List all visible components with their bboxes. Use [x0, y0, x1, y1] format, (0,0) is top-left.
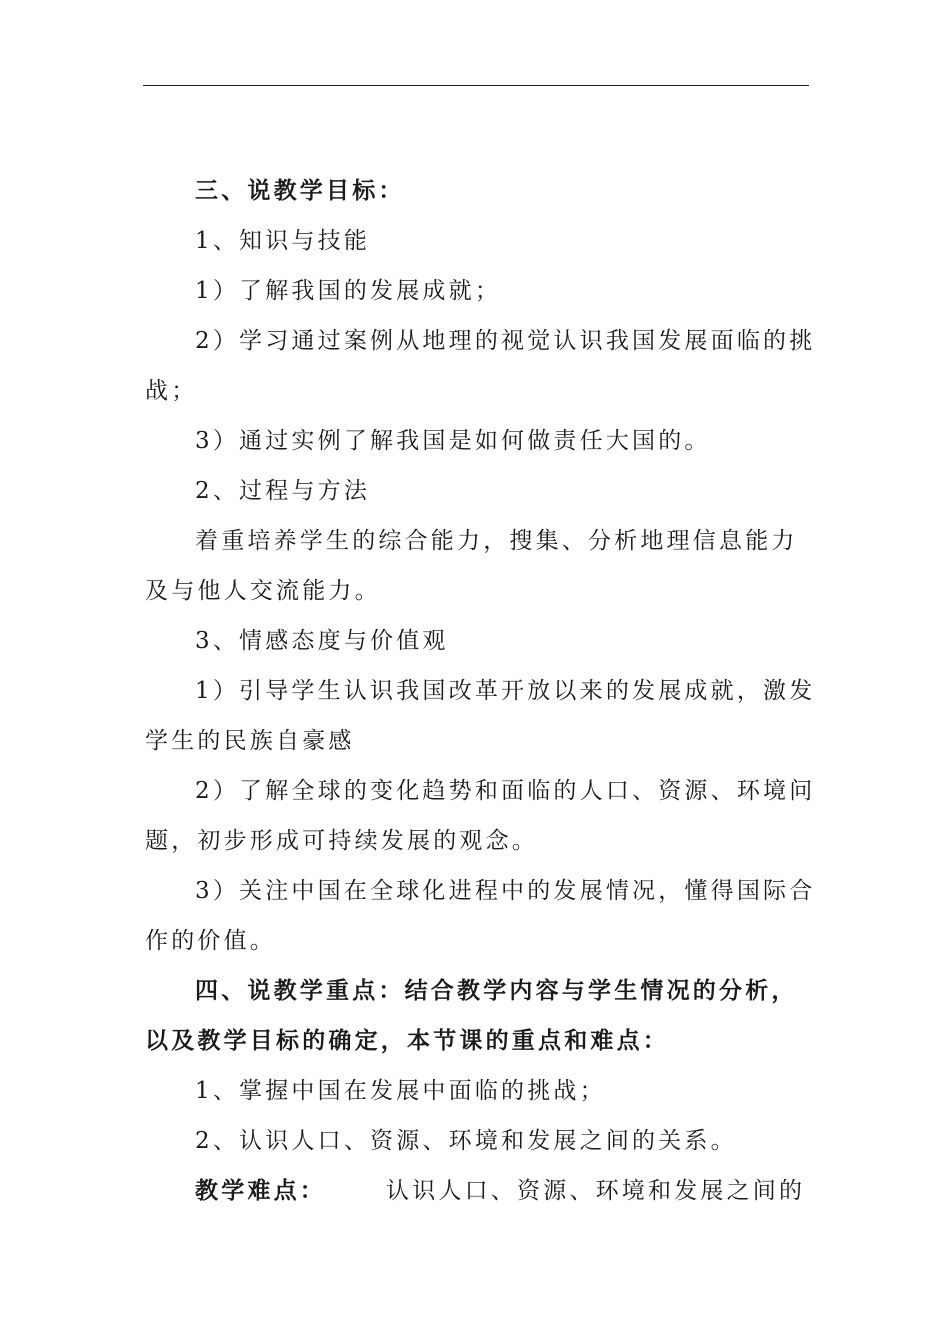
difficulty-label: 教学难点： [195, 1177, 326, 1204]
list-item-continuation: 学生的民族自豪感 [145, 728, 355, 754]
header-rule [143, 85, 809, 86]
list-item: 2）学习通过案例从地理的视觉认识我国发展面临的挑 [195, 328, 816, 354]
list-item: 1）了解我国的发展成就； [195, 278, 502, 304]
section-heading-teaching-objectives: 三、说教学目标： [195, 177, 405, 204]
section-heading-key-points: 四、说教学重点：结合教学内容与学生情况的分析， [195, 977, 798, 1004]
list-item: 1、掌握中国在发展中面临的挑战； [195, 1078, 606, 1104]
subheading-process-methods: 2、过程与方法 [195, 478, 371, 504]
subheading-knowledge-skills: 1、知识与技能 [195, 228, 371, 254]
section-heading-continuation: 以及教学目标的确定，本节课的重点和难点： [145, 1027, 669, 1054]
list-item-continuation: 题，初步形成可持续发展的观念。 [145, 828, 538, 854]
list-item: 2、认识人口、资源、环境和发展之间的关系。 [195, 1128, 737, 1154]
list-item-continuation: 战； [145, 378, 198, 404]
paragraph: 着重培养学生的综合能力，搜集、分析地理信息能力 [195, 528, 798, 554]
difficulty-text: 认识人口、资源、环境和发展之间的 [386, 1178, 806, 1204]
difficulty-line [145, 1166, 805, 1216]
list-item: 3）关注中国在全球化进程中的发展情况，懂得国际合 [195, 878, 816, 904]
list-item: 3）通过实例了解我国是如何做责任大国的。 [195, 428, 711, 454]
document-body [145, 166, 816, 1216]
list-item: 2）了解全球的变化趋势和面临的人口、资源、环境问 [195, 778, 816, 804]
paragraph-continuation: 及与他人交流能力。 [145, 578, 381, 604]
list-item-continuation: 作的价值。 [145, 928, 276, 954]
subheading-attitudes-values: 3、情感态度与价值观 [195, 628, 449, 654]
list-item: 1）引导学生认识我国改革开放以来的发展成就，激发 [195, 678, 816, 704]
